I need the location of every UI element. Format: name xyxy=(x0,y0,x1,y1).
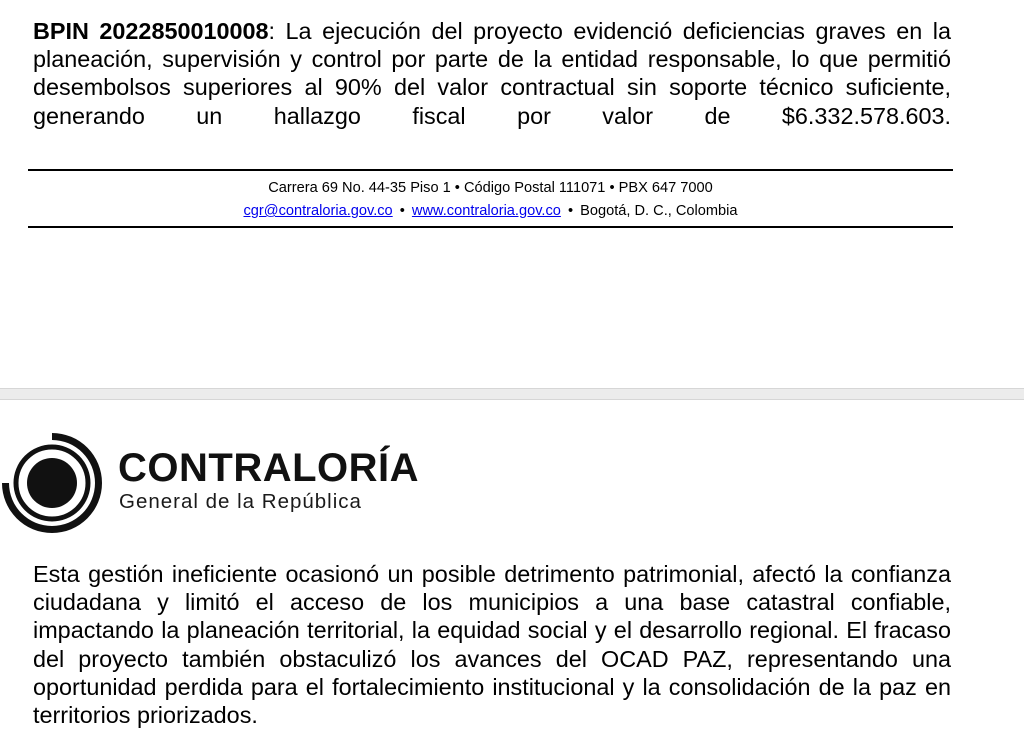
page-separator xyxy=(0,388,1024,400)
footer-rule-bottom xyxy=(28,226,953,228)
email-link[interactable]: cgr@contraloria.gov.co xyxy=(243,203,393,219)
finding-paragraph xyxy=(33,17,951,130)
footer-bullet: • xyxy=(399,203,405,219)
bpin-code: BPIN 2022850010008 xyxy=(33,18,269,44)
footer-contact xyxy=(28,202,953,220)
footer-rule-top xyxy=(28,169,953,171)
footer-address: Carrera 69 No. 44-35 Piso 1 • Código Postal 111071 • PBX 647 7000 xyxy=(268,180,713,196)
finding-text: : La ejecución del proyecto evidenció deficiencias graves en la planeación, supervisión y control por parte de la entidad responsable, lo que permitió desembolsos superiores al 90% del valor contractual sin soporte técnico suficiente, generando un hallazgo fiscal por valor de $6.332.578.603. xyxy=(33,18,951,129)
logo-subtitle: General de la República xyxy=(119,490,362,513)
footer-city: Bogotá, D. C., Colombia xyxy=(580,203,738,219)
impact-paragraph: Esta gestión ineficiente ocasionó un posible detrimento patrimonial, afectó la confianza ciudadana y limitó el acceso de los municipios a una base catastral confiable, impactando la planeación territorial, la equidad social y el desarrollo regional. El fracaso del proyecto también obstaculizó los avances del OCAD PAZ, representando una oportunidad perdida para el fortalecimiento institucional y la consolidación de la paz en territorios priorizados. xyxy=(33,561,951,729)
footer-bullet: • xyxy=(567,203,574,219)
logo-title: CONTRALORÍA xyxy=(118,446,420,490)
contraloria-ring-icon xyxy=(0,431,104,535)
website-link[interactable]: www.contraloria.gov.co xyxy=(411,203,561,219)
